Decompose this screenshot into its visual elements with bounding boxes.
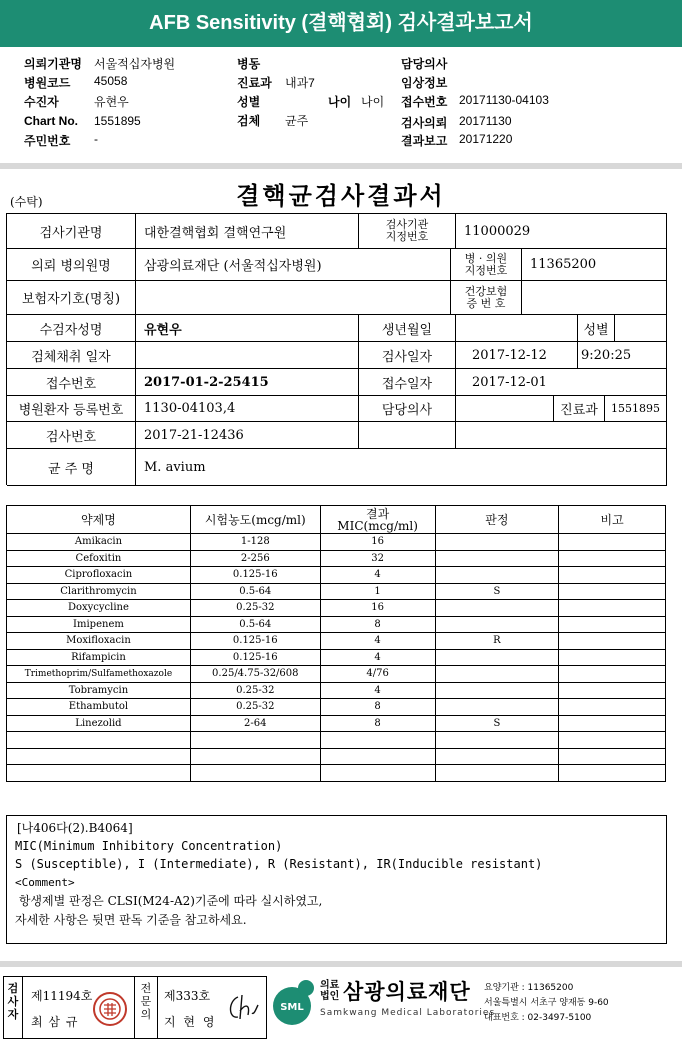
specialist-name: 지 현 영	[164, 1015, 217, 1029]
interpretation-cell	[435, 699, 559, 716]
reg-no-value: 1130-04103,4	[136, 396, 359, 422]
drug-name-cell: Ciprofloxacin	[7, 567, 191, 584]
strain-label: 균 주 명	[7, 449, 136, 486]
separator	[0, 961, 682, 967]
mic-value-cell: 8	[320, 715, 435, 732]
header-test-concentration: 시험농도(mcg/ml)	[190, 506, 320, 534]
lab-name-label: 검사기관명	[7, 214, 136, 249]
drug-name-cell: Linezolid	[7, 715, 191, 732]
remarks-cell	[559, 550, 666, 567]
drug-name-cell: Ethambutol	[7, 699, 191, 716]
notes-box	[6, 815, 667, 944]
interpretation-cell	[435, 682, 559, 699]
test-concentration-cell: 0.125-16	[190, 633, 320, 650]
table-row	[7, 550, 666, 567]
org-prefix: 의료 법인	[320, 980, 340, 1002]
divider	[22, 977, 23, 1038]
interpretation-cell	[435, 765, 559, 782]
table-row	[7, 616, 666, 633]
test-concentration-cell	[190, 748, 320, 765]
table-row	[7, 567, 666, 584]
label-patient: 수진자	[24, 95, 59, 109]
mic-value-cell: 4	[320, 649, 435, 666]
receipt-date-value: 2017-12-01	[456, 369, 667, 396]
label-department: 진료과	[237, 76, 272, 90]
receipt-no: 20171130-04103	[459, 93, 549, 107]
drug-sensitivity-table	[6, 505, 666, 782]
test-concentration-cell	[190, 765, 320, 782]
remarks-cell	[559, 732, 666, 749]
mic-value-cell: 8	[320, 699, 435, 716]
mic-value-cell	[320, 748, 435, 765]
remarks-cell	[559, 715, 666, 732]
drug-name-cell	[7, 748, 191, 765]
label-specimen: 검체	[237, 114, 261, 128]
test-concentration-cell: 0.125-16	[190, 567, 320, 584]
note-line: S (Susceptible), I (Intermediate), R (Resistant), IR(Inducible resistant)	[15, 857, 543, 871]
test-concentration-cell: 0.25/4.75-32/608	[190, 666, 320, 683]
stamp-label: (수탁)	[10, 195, 43, 209]
lab-name: 대한결핵협회 결핵연구원	[136, 214, 359, 249]
interpretation-cell	[435, 649, 559, 666]
specialist-label-text: 전문의	[140, 982, 152, 1021]
sex-value	[615, 315, 667, 342]
drug-table-body	[7, 534, 666, 782]
table-row	[7, 583, 666, 600]
test-concentration-cell: 1-128	[190, 534, 320, 551]
specimen: 균주	[285, 114, 309, 128]
drug-name-cell	[7, 765, 191, 782]
patient-value: 유현우	[136, 315, 359, 342]
sex-label: 성별	[578, 315, 615, 342]
health-insurance-label: 건강보험 증 번 호	[451, 281, 522, 315]
label-ward: 병동	[237, 57, 261, 71]
result-report-date: 20171220	[459, 132, 513, 146]
interpretation-cell	[435, 600, 559, 617]
test-concentration-cell: 0.25-32	[190, 682, 320, 699]
hospital-name: 삼광의료재단 (서울적십자병원)	[136, 249, 451, 281]
inspector-label	[6, 982, 20, 1021]
remarks-cell	[559, 666, 666, 683]
strain-value: M. avium	[136, 449, 667, 486]
patient-name: 유현우	[94, 95, 129, 109]
sml-logo-icon	[272, 976, 318, 1028]
department: 내과7	[285, 76, 315, 90]
drug-name-cell: Tobramycin	[7, 682, 191, 699]
table-row	[7, 633, 666, 650]
note-line: MIC(Minimum Inhibitory Concentration)	[15, 839, 283, 853]
table-row	[7, 699, 666, 716]
empty-cell	[456, 422, 667, 449]
test-concentration-cell: 2-256	[190, 550, 320, 567]
table-row	[7, 732, 666, 749]
interpretation-cell	[435, 732, 559, 749]
org-english-name: Samkwang Medical Laboratories	[320, 1008, 496, 1018]
header-drug-name: 약제명	[7, 506, 191, 534]
lab-code-label: 검사기관 지정번호	[359, 214, 456, 249]
remarks-cell	[559, 748, 666, 765]
requesting-institution: 서울적십자병원	[94, 57, 176, 71]
drug-name-cell: Amikacin	[7, 534, 191, 551]
table-row	[7, 682, 666, 699]
table-row	[7, 666, 666, 683]
header-remarks: 비고	[559, 506, 666, 534]
hospital-code-value: 11365200	[522, 249, 667, 281]
drug-name-cell: Imipenem	[7, 616, 191, 633]
label-resident-no: 주민번호	[24, 134, 71, 148]
mic-value-cell	[320, 765, 435, 782]
table-row	[7, 600, 666, 617]
test-concentration-cell: 0.25-32	[190, 699, 320, 716]
test-concentration-cell: 0.125-16	[190, 649, 320, 666]
svg-text:SML: SML	[280, 1002, 304, 1013]
label-hospital-code: 병원코드	[24, 76, 71, 90]
report-title: AFB Sensitivity (결핵협회) 검사결과보고서	[0, 0, 682, 47]
interpretation-cell: R	[435, 633, 559, 650]
patient-label: 수검자성명	[7, 315, 136, 342]
label-result-report: 결과보고	[401, 134, 448, 148]
empty-cell	[359, 422, 456, 449]
collect-value	[136, 342, 359, 369]
receipt-no-label: 접수번호	[7, 369, 136, 396]
reg-no-label: 병원환자 등록번호	[7, 396, 136, 422]
header-mic-result: 결과 MIC(mcg/ml)	[320, 506, 435, 534]
specialist-license: 제333호	[164, 989, 211, 1003]
drug-name-cell: Cefoxitin	[7, 550, 191, 567]
divider	[157, 977, 158, 1038]
label-test-request: 검사의뢰	[401, 116, 448, 130]
label-receipt-no: 접수번호	[401, 95, 448, 109]
test-date-label: 검사일자	[359, 342, 456, 369]
drug-name-cell	[7, 732, 191, 749]
receipt-no-value: 2017-01-2-25415	[136, 369, 359, 396]
dept-label: 진료과	[554, 396, 605, 422]
header-interpretation: 판정	[435, 506, 559, 534]
test-time-value: 9:20:25	[578, 342, 667, 369]
test-concentration-cell	[190, 732, 320, 749]
institution-code: 요양기관 : 11365200	[484, 983, 574, 993]
test-concentration-cell: 0.5-64	[190, 583, 320, 600]
org-phone: 대표번호 : 02-3497-5100	[484, 1013, 592, 1023]
exam-no-value: 2017-21-12436	[136, 422, 359, 449]
label-clinical-info: 임상정보	[401, 76, 448, 90]
interpretation-cell: S	[435, 583, 559, 600]
mic-value-cell: 4	[320, 567, 435, 584]
birth-value	[456, 315, 578, 342]
birth-label: 생년월일	[359, 315, 456, 342]
doctor-value	[456, 396, 554, 422]
age: 나이	[361, 95, 385, 109]
remarks-cell	[559, 765, 666, 782]
seal-stamp-icon	[92, 991, 128, 1027]
note-line: 항생제별 판정은 CLSI(M24-A2)기준에 따라 실시하였고,	[15, 894, 323, 908]
table-row	[7, 765, 666, 782]
table-row	[7, 534, 666, 551]
table-row	[7, 748, 666, 765]
interpretation-cell	[435, 550, 559, 567]
signature-box	[3, 976, 267, 1039]
label-sex: 성별	[237, 95, 261, 109]
interpretation-cell	[435, 616, 559, 633]
divider	[134, 977, 135, 1038]
label-chart-no: Chart No.	[24, 114, 78, 128]
receipt-date-label: 접수일자	[359, 369, 456, 396]
interpretation-cell	[435, 666, 559, 683]
separator	[0, 163, 682, 169]
remarks-cell	[559, 649, 666, 666]
insurance-label: 보험자기호(명칭)	[7, 281, 136, 315]
remarks-cell	[559, 633, 666, 650]
interpretation-cell	[435, 567, 559, 584]
inspector-name: 최 삼 규	[31, 1015, 79, 1029]
specialist-label	[139, 982, 153, 1021]
mic-value-cell: 16	[320, 600, 435, 617]
footer	[0, 968, 682, 1041]
exam-no-label: 검사번호	[7, 422, 136, 449]
mic-value-cell: 4/76	[320, 666, 435, 683]
label-requesting-institution: 의뢰기관명	[24, 57, 82, 71]
insurance-value	[136, 281, 451, 315]
drug-name-cell: Doxycycline	[7, 600, 191, 617]
note-line: <Comment>	[15, 876, 75, 889]
remarks-cell	[559, 699, 666, 716]
collect-label: 검체채취 일자	[7, 342, 136, 369]
drug-name-cell: Moxifloxacin	[7, 633, 191, 650]
note-line: [나406다(2).B4064]	[17, 821, 133, 835]
remarks-cell	[559, 600, 666, 617]
remarks-cell	[559, 534, 666, 551]
hospital-label: 의뢰 병의원명	[7, 249, 136, 281]
mic-value-cell: 8	[320, 616, 435, 633]
remarks-cell	[559, 682, 666, 699]
table-row	[7, 649, 666, 666]
health-insurance-value	[522, 281, 667, 315]
drug-name-cell: Trimethoprim/Sulfamethoxazole	[7, 666, 191, 683]
document-title: 결핵균검사결과서	[236, 181, 446, 210]
chart-no: 1551895	[94, 114, 141, 128]
remarks-cell	[559, 583, 666, 600]
mic-value-cell: 4	[320, 633, 435, 650]
note-line: 자세한 사항은 뒷면 판독 기준을 참고하세요.	[15, 913, 247, 927]
inspector-license: 제11194호	[31, 989, 93, 1003]
remarks-cell	[559, 616, 666, 633]
table-row	[7, 715, 666, 732]
interpretation-cell: S	[435, 715, 559, 732]
test-concentration-cell: 0.5-64	[190, 616, 320, 633]
mic-value-cell	[320, 732, 435, 749]
interpretation-cell	[435, 534, 559, 551]
signature-icon	[224, 991, 260, 1025]
drug-name-cell: Rifampicin	[7, 649, 191, 666]
lab-code: 11000029	[456, 214, 667, 249]
test-date-value: 2017-12-12	[456, 342, 578, 369]
resident-no: -	[94, 132, 98, 146]
dept-value: 1551895	[605, 396, 667, 422]
drug-name-cell: Clarithromycin	[7, 583, 191, 600]
doctor-label: 담당의사	[359, 396, 456, 422]
mic-value-cell: 16	[320, 534, 435, 551]
label-age: 나이	[328, 95, 352, 109]
test-request-date: 20171130	[459, 114, 512, 128]
test-concentration-cell: 2-64	[190, 715, 320, 732]
hospital-code-label: 병 · 의원 지정번호	[451, 249, 522, 281]
org-address: 서울특별시 서초구 양재동 9-60	[484, 998, 609, 1008]
mic-value-cell: 32	[320, 550, 435, 567]
label-attending-doctor: 담당의사	[401, 57, 448, 71]
remarks-cell	[559, 567, 666, 584]
inspector-label-text: 검사자	[7, 982, 19, 1021]
table-header-row	[7, 506, 666, 534]
test-concentration-cell: 0.25-32	[190, 600, 320, 617]
header-info	[0, 47, 682, 162]
hospital-code: 45058	[94, 74, 128, 88]
interpretation-cell	[435, 748, 559, 765]
mic-value-cell: 1	[320, 583, 435, 600]
info-form	[6, 213, 667, 485]
mic-value-cell: 4	[320, 682, 435, 699]
org-name: 삼광의료재단	[343, 980, 471, 1004]
